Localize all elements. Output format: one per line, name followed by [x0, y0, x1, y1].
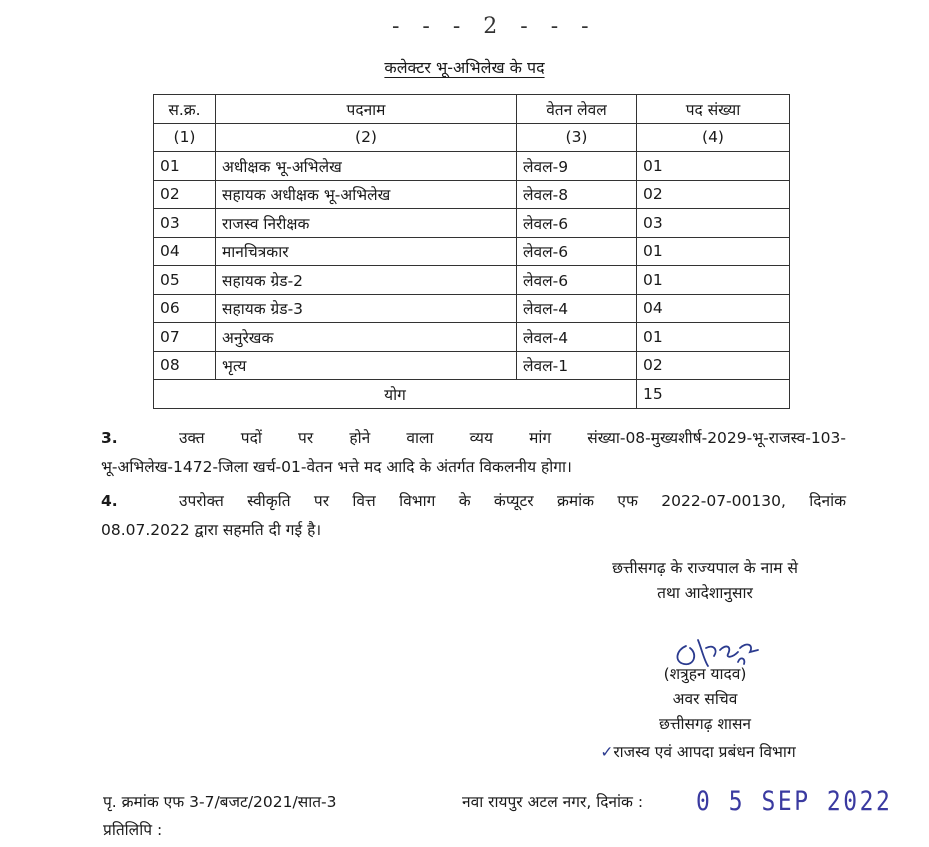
- post-count-cell: 02: [637, 351, 790, 380]
- post-count-cell: 01: [637, 323, 790, 352]
- date-stamp: 0 5 SEP 2022: [696, 786, 893, 817]
- signatory-designation: अवर सचिव: [672, 690, 738, 708]
- table-row: [154, 152, 790, 181]
- header-serial: स.क्र.: [154, 95, 216, 124]
- header-post-count: पद संख्या: [637, 95, 790, 124]
- pay-level-cell: लेवल-8: [517, 180, 637, 209]
- post-name-cell: राजस्व निरीक्षक: [216, 209, 517, 238]
- pay-level-cell: लेवल-6: [517, 237, 637, 266]
- signature-authority: [580, 556, 830, 606]
- post-name-cell: अधीक्षक भू-अभिलेख: [216, 152, 517, 181]
- paragraph-line: भू-अभिलेख-1472-जिला खर्च-01-वेतन भत्ते मद आदि के अंतर्गत विकलनीय होगा।: [101, 458, 572, 476]
- pay-level-cell: लेवल-9: [517, 152, 637, 181]
- total-label: योग: [154, 380, 637, 409]
- paragraph-number: 3.: [101, 429, 118, 447]
- tick-mark-icon: ✓: [600, 743, 614, 761]
- post-count-cell: 01: [637, 266, 790, 295]
- post-count-cell: 01: [637, 152, 790, 181]
- paragraph-3: [101, 424, 846, 482]
- table-index-row: [154, 123, 790, 152]
- authority-line-1: छत्तीसगढ़ के राज्यपाल के नाम से: [612, 559, 798, 577]
- signatory-department: ✓राजस्व एवं आपदा प्रबंधन विभाग: [600, 743, 796, 761]
- document-title: कलेक्टर भू-अभिलेख के पद: [384, 58, 545, 77]
- pay-level-cell: लेवल-1: [517, 351, 637, 380]
- signatory-block: [625, 662, 785, 737]
- table-row: [154, 180, 790, 209]
- post-name-cell: मानचित्रकार: [216, 237, 517, 266]
- place-date-label: नवा रायपुर अटल नगर, दिनांक :: [462, 793, 644, 811]
- signatory-name: (शत्रुहन यादव): [663, 665, 747, 683]
- table-row: [154, 209, 790, 238]
- serial-cell: 08: [154, 351, 216, 380]
- table-row: [154, 294, 790, 323]
- serial-cell: 04: [154, 237, 216, 266]
- pay-level-cell: लेवल-6: [517, 266, 637, 295]
- serial-cell: 03: [154, 209, 216, 238]
- post-name-cell: अनुरेखक: [216, 323, 517, 352]
- table-row: [154, 237, 790, 266]
- serial-cell: 05: [154, 266, 216, 295]
- header-pay-level: वेतन लेवल: [517, 95, 637, 124]
- post-count-cell: 01: [637, 237, 790, 266]
- post-name-cell: सहायक ग्रेड-3: [216, 294, 517, 323]
- serial-cell: 01: [154, 152, 216, 181]
- total-value: 15: [637, 380, 790, 409]
- post-count-cell: 02: [637, 180, 790, 209]
- post-count-cell: 04: [637, 294, 790, 323]
- paragraph-4: [101, 487, 846, 545]
- post-name-cell: सहायक ग्रेड-2: [216, 266, 517, 295]
- post-name-cell: भृत्य: [216, 351, 517, 380]
- table-total-row: [154, 380, 790, 409]
- serial-cell: 07: [154, 323, 216, 352]
- paragraph-line: उक्त पदों पर होने वाला व्यय मांग संख्या-08-मुख्यशीर्ष-2029-भू-राजस्व-103-: [179, 429, 846, 447]
- index-cell: (1): [154, 123, 216, 152]
- table-row: [154, 323, 790, 352]
- index-cell: (2): [216, 123, 517, 152]
- table-row: [154, 351, 790, 380]
- header-post-name: पदनाम: [216, 95, 517, 124]
- index-cell: (4): [637, 123, 790, 152]
- authority-line-2: तथा आदेशानुसार: [657, 584, 753, 602]
- paragraph-number: 4.: [101, 492, 118, 510]
- pay-level-cell: लेवल-6: [517, 209, 637, 238]
- posts-table: [153, 94, 790, 409]
- page-number: - - - 2 - - -: [392, 14, 597, 39]
- copy-label: प्रतिलिपि :: [103, 821, 163, 839]
- post-count-cell: 03: [637, 209, 790, 238]
- pay-level-cell: लेवल-4: [517, 294, 637, 323]
- signatory-government: छत्तीसगढ़ शासन: [658, 715, 752, 733]
- table-row: [154, 266, 790, 295]
- index-cell: (3): [517, 123, 637, 152]
- post-name-cell: सहायक अधीक्षक भू-अभिलेख: [216, 180, 517, 209]
- paragraph-line: उपरोक्त स्वीकृति पर वित्त विभाग के कंप्यूटर क्रमांक एफ 2022-07-00130, दिनांक: [179, 492, 846, 510]
- pay-level-cell: लेवल-4: [517, 323, 637, 352]
- reference-number: पृ. क्रमांक एफ 3-7/बजट/2021/सात-3: [103, 793, 337, 811]
- table-header-row: [154, 95, 790, 124]
- serial-cell: 02: [154, 180, 216, 209]
- serial-cell: 06: [154, 294, 216, 323]
- paragraph-line: 08.07.2022 द्वारा सहमति दी गई है।: [101, 521, 322, 539]
